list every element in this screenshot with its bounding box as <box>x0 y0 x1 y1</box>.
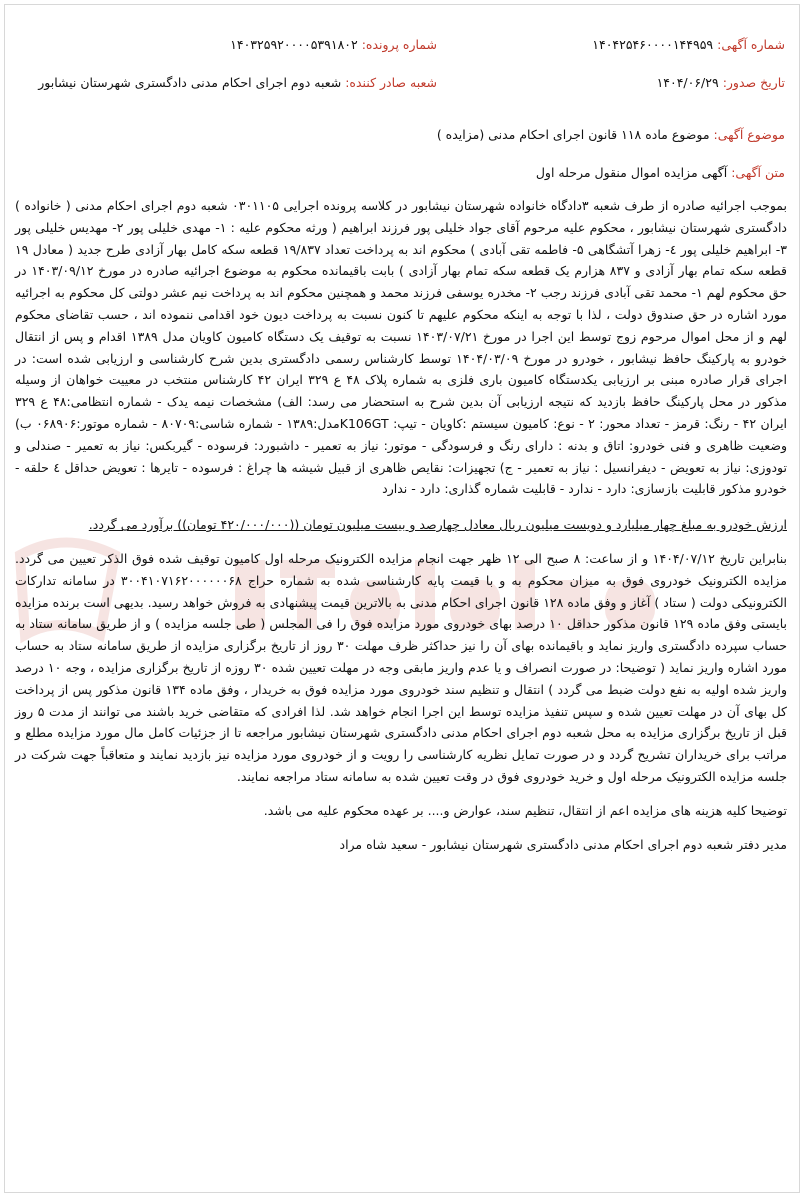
issuer <box>38 75 437 91</box>
title-value: آگهی مزایده اموال منقول مرحله اول <box>535 165 728 180</box>
notice-page <box>4 4 800 1193</box>
paragraph-costs: توضیحا کلیه هزینه های مزایده اعم از انتقال، تنظیم سند، عوارض و.... بر عهده محکوم علیه می باشد. <box>263 802 787 818</box>
issuer-value: شعبه دوم اجرای احکام مدنی دادگستری شهرستان نیشابور <box>38 75 342 90</box>
issuer-label: شعبه صادر کننده: <box>345 75 437 90</box>
issue-date-label: تاریخ صدور: <box>722 75 785 90</box>
paragraph-auction: بنابراین تاریخ ۱۴۰۴/۰۷/۱۲ و از ساعت: ۸ صبح الی ۱۲ ظهر جهت انجام مزایده الکترونیک مرحله اول کامیون توقیف شده فوق الذکر تعیین می گردد. مزایده الکترونیک خودروی فوق به میزان محکوم به و با قیمت پایه کارشناسی شده به شماره حراج ۳۰۰۴۱۰۷۱۶۲۰۰۰۰۰۰۶۸ در سامانه تدارکات الکترونیکی دولت ( ستاد ) آغاز و وفق ماده ۱۲۸ قانون اجرای احکام مدنی به بالاترین قیمت پیشنهادی به فروش خواهد رسید. بدیهی است برنده مزایده بایستی وفق ماده ۱۲۹ قانون مذکور حداقل ۱۰ درصد بهای خودروی مورد مزایده فوق را فی المجلس ( طی جلسه مزایده ) و از طریق سامانه ستاد به حساب سپرده دادگستری واریز نماید و باقیمانده بهای آن را نیز حداکثر ظرف مهلت ۳۰ روز از تاریخ برگزاری مزایده از طریق سامانه ستاد به حساب مورد اشاره واریز نماید ( توضیحا: در صورت انصراف و یا عدم واریز مابقی وجه در مهلت تعیین شده ۳۰ روزه از تاریخ برگزاری مزایده ، وجه ۱۰ درصد واریز شده اولیه به نفع دولت ضبط می گردد ) انتقال و تنظیم سند خودروی مورد مزایده فوق به خریدار ، وفق ماده ۱۳۴ قانون مذکور پس از پرداخت کل بهای آن در مهلت تعیین شده و سپس تنفیذ مزایده توسط این اجرا انجام خواهد شد. لذا افرادی که متقاضی خرید باشند می توانند از مدت ۵ روز قبل از تاریخ برگزاری مزایده به محل شعبه دوم اجرای احکام مدنی دادگستری شهرستان نیشابور مراجعه تا از جزئیات کامل مال مورد مزایده مطلع و مراتب برای خریداران تشریح گردد و در صورت تمایل نظریه کارشناسی را رویت و از خودروی مورد مزایده نیز بازدید نمایند و متعاقباً جهت شرکت در جلسه مزایده الکترونیک مرحله اول و خرید خودروی فوق در وقت تعیین شده به سامانه ستاد مراجعه نمایند. <box>15 550 788 784</box>
text-label: متن آگهی: <box>731 165 785 180</box>
ad-number-label: شماره آگهی: <box>717 37 785 52</box>
subject <box>437 127 785 143</box>
issue-date-value: ۱۴۰۴/۰۶/۲۹ <box>656 75 719 90</box>
paragraph-valuation: ارزش خودرو به مبلغ چهار میلیارد و دویست میلیون ریال معادل چهارصد و بیست میلیون تومان ((۴۲۰/۰۰۰/۰۰۰ تومان)) برآورد می گردد. <box>88 517 787 533</box>
paragraph-main: بموجب اجرائیه صادره از طرف شعبه ۳دادگاه خانواده شهرستان نیشابور در کلاسه پرونده اجرایی ۰۳۰۱۱۰۵ شعبه دوم اجرای احکام مدنی ( خانواده ) دادگستری شهرستان نیشابور ، محکوم علیه مرحوم آقای جواد خلیلی پور فرزند ابراهیم ( ورثه محکوم علیه : ۱- مهدی خلیلی پور ۲- مهدیس خلیلی پور ۳- ابراهیم خلیلی پور ٤- زهرا آتشگاهی ۵- فاطمه تقی آبادی ) محکوم اند به پرداخت تعداد ۱۹/۸۳۷ قطعه سکه کامل بهار آزادی طرح جدید ( معادل ۱۹ قطعه سکه تمام بهار آزادی و ۸۳۷ هزارم یک قطعه سکه تمام بهار آزادی ) بابت باقیمانده محکوم به موضوع اجرائیه صادره در مورخ ۱۴۰۳/۰۹/۱۲ در حق محکوم لهم ۱- محمد تقی آبادی فرزند رجب ۲- مخدره یوسفی فرزند محمد و همچنین محکوم اند به پرداخت نیم عشر دولتی کل محکوم به اجرائیه مورد اشاره در حق صندوق دولت ، لذا با توجه به اینکه محکوم علیهم تا کنون نسبت به پرداخت دیون خود اقدامی ننموده اند ، حسب تقاضای محکوم لهم و از محل اموال مرحوم زوج توسط این اجرا در مورخ ۱۴۰۳/۰۷/۲۱ نسبت به توقیف یک دستگاه کامیون کاویان مدل ۱۳۸۹ اقدام و پس از انتقال خودرو به پارکینگ حافظ نیشابور ، خودرو در مورخ ۱۴۰۴/۰۳/۰۹ توسط کارشناس رسمی دادگستری بدین شرح کارشناسی و ارزیابی شده است: در اجرای قرار صادره مبنی بر ارزیابی یکدستگاه کامیون باری فلزی به شماره پلاک ۴۸ ع ۳۲۹ ایران ۴۲ کارشناس منتخب در معییت خواهان از وسیله مذکور در محل پارکینگ حافظ بازدید که نتیجه ارزیابی آن بدین شرح به استحضار می رسد: الف) مشخصات نیمه یدک - شماره انتظامی:۴۸ ع ۳۲۹ ایران ۴۲ - رنگ: قرمز - تعداد محور: ۲ - نوع: کامیون سیستم :کاویان - تیپ: K106GTمدل:۱۳۸۹ - شماره شاسی:۸۰۷۰۹ - شماره موتور:۰۶۸۹۰۶ ب) وضعیت ظاهری و فنی خودرو: اتاق و بدنه : دارای رنگ و فرسودگی - موتور: نیاز به تعمیر - داشبورد: فرسوده - گیربکس: نیاز به تعمیر - صندلی و تودوزی: نیاز به تعویض - دیفرانسیل : نیاز به تعمیر - ج) تجهیزات: نقایص ظاهری از قبیل شیشه ها چراغ : فرسوده - تایرها : تعویض حداقل ٤ حلقه - خودرو مذکور قابلیت بازسازی: دارد - ندارد - قابلیت شماره گذاری: دارد - ندارد <box>15 198 788 497</box>
signature: مدیر دفتر شعبه دوم اجرای احکام مدنی دادگستری شهرستان نیشابور - سعید شاه مراد <box>339 836 787 852</box>
ad-number-value: ۱۴۰۴۲۵۴۶۰۰۰۰۱۴۴۹۵۹ <box>592 37 714 52</box>
subject-label: موضوع آگهی: <box>713 127 785 142</box>
ad-number <box>592 37 785 53</box>
notice-title <box>536 165 785 181</box>
notice-body <box>15 195 787 855</box>
case-number-label: شماره پرونده: <box>361 37 437 52</box>
case-number-value: ۱۴۰۳۲۵۹۲۰۰۰۰۵۳۹۱۸۰۲ <box>230 37 358 52</box>
case-number <box>230 37 437 53</box>
issue-date <box>657 75 785 91</box>
subject-value: موضوع ماده ۱۱۸ قانون اجرای احکام مدنی (مزایده ) <box>436 127 710 142</box>
